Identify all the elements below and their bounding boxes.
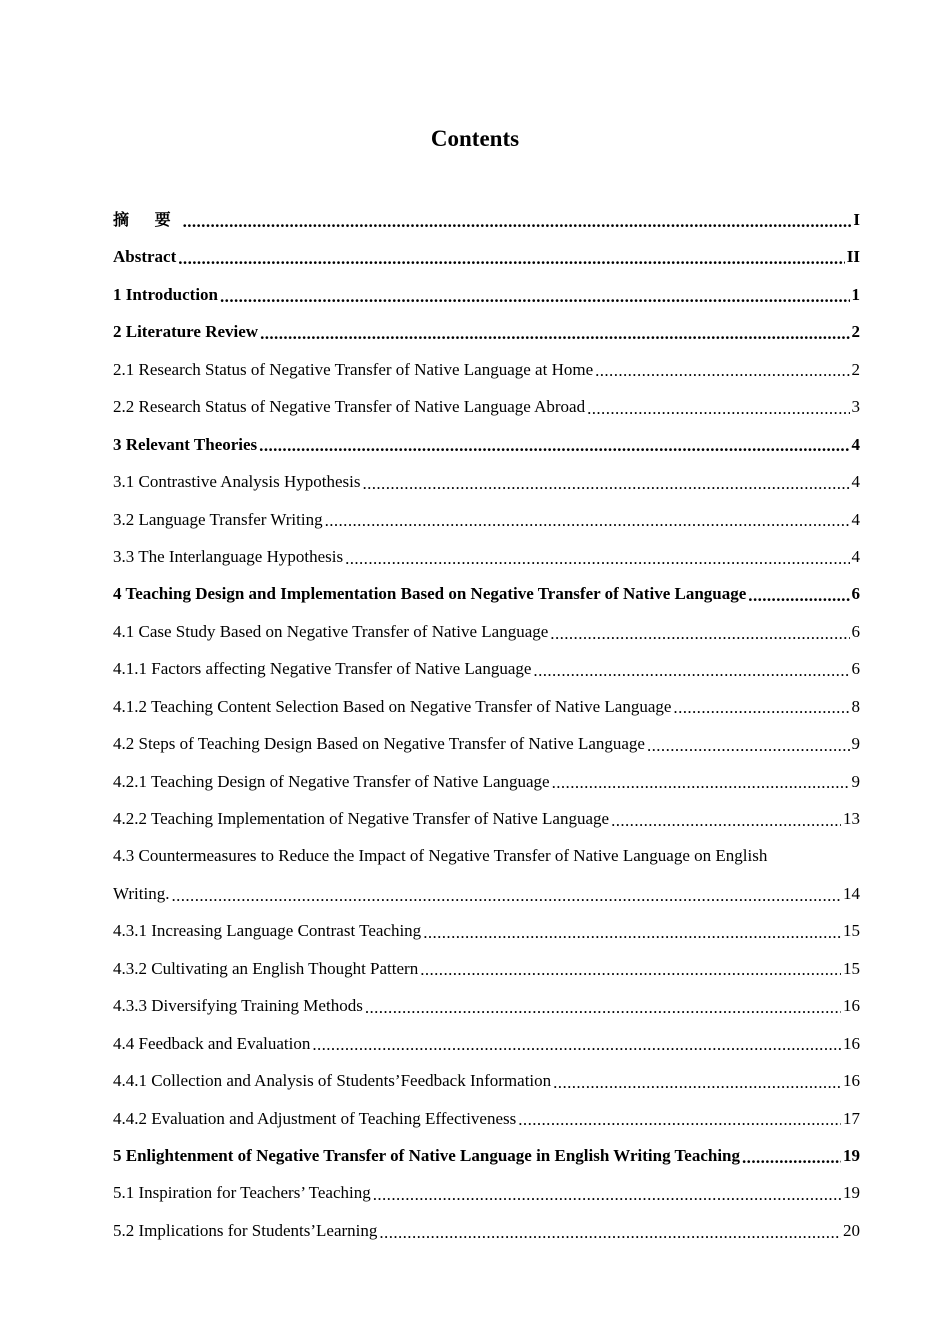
toc-entry-page-number: 4	[851, 546, 860, 566]
toc-entry-page-number: 6	[851, 621, 860, 641]
dot-leader	[365, 996, 841, 1016]
dot-leader	[742, 1146, 841, 1166]
toc-entry[interactable]	[113, 725, 860, 762]
dot-leader	[312, 1033, 841, 1053]
toc-entry-page-number: 4	[851, 509, 860, 529]
dot-leader	[611, 809, 841, 829]
dot-leader	[550, 622, 849, 642]
toc-entry-title: 2 Literature Review	[113, 322, 259, 342]
dot-leader	[260, 322, 849, 342]
toc-entry-title: 4.4.2 Evaluation and Adjustment of Teaching Effectiveness	[113, 1108, 517, 1128]
dot-leader	[647, 734, 850, 754]
dot-leader	[420, 958, 841, 978]
toc-entry-page-number: 20	[843, 1220, 860, 1240]
dot-leader	[183, 210, 852, 230]
toc-entry[interactable]	[113, 912, 860, 949]
dot-leader	[673, 696, 849, 716]
toc-entry[interactable]	[113, 950, 860, 987]
toc-entry-title: 5 Enlightenment of Negative Transfer of Native Language in English Writing Teaching	[113, 1145, 741, 1165]
toc-entry-title: 4.1.1 Factors affecting Negative Transfer of Native Language	[113, 659, 532, 679]
dot-leader	[345, 547, 849, 567]
toc-entry-title: 1 Introduction	[113, 284, 219, 304]
toc-entry-title: 4.2.2 Teaching Implementation of Negative Transfer of Native Language	[113, 809, 610, 828]
toc-entry-page-number: 8	[851, 696, 860, 716]
toc-entry[interactable]	[113, 313, 860, 350]
dot-leader	[553, 1071, 841, 1091]
dot-leader	[518, 1108, 841, 1128]
toc-entry-title: Writing.	[113, 883, 170, 903]
toc-entry-title: 5.2 Implications for Students’Learning	[113, 1220, 378, 1240]
toc-entry-title: 4.1.2 Teaching Content Selection Based on Negative Transfer of Native Language	[113, 696, 672, 716]
dot-leader	[423, 921, 841, 941]
toc-entry[interactable]	[113, 1137, 860, 1174]
toc-entry-page-number: 14	[843, 883, 860, 903]
toc-entry-title: 3.2 Language Transfer Writing	[113, 509, 323, 529]
dot-leader	[178, 247, 845, 267]
toc-entry-page-number: 9	[851, 734, 860, 754]
toc-entry-page-number: 3	[851, 397, 860, 417]
toc-entry-title: 4.3.2 Cultivating an English Thought Pattern	[113, 958, 419, 978]
toc-entry-title: 4.1 Case Study Based on Negative Transfer of Native Language	[113, 621, 549, 641]
dot-leader	[748, 584, 849, 604]
page-title: Contents	[430, 126, 520, 151]
toc-entry-title: Abstract	[113, 247, 177, 267]
toc-entry-title: 4.4.1 Collection and Analysis of Students’Feedback Information	[113, 1071, 552, 1091]
toc-entry-page-number: 4	[851, 472, 860, 492]
toc-entry-title: 4.3.3 Diversifying Training Methods	[113, 996, 363, 1016]
dot-leader	[595, 359, 849, 379]
toc-entry-page-number: 1	[851, 284, 860, 304]
toc-entry-page-number: 15	[843, 921, 860, 941]
toc-entry[interactable]	[113, 276, 860, 313]
toc-entry[interactable]	[113, 351, 860, 388]
toc-entry[interactable]	[113, 688, 860, 725]
dot-leader	[171, 884, 841, 904]
toc-entry-page-number: 19	[843, 1145, 860, 1165]
toc-entry-page-number: 16	[843, 996, 860, 1016]
table-of-contents	[113, 201, 860, 1249]
toc-entry[interactable]	[113, 987, 860, 1024]
dot-leader	[362, 472, 849, 492]
toc-entry-title: 3.1 Contrastive Analysis Hypothesis	[113, 472, 361, 492]
toc-entry-title: 3.3 The Interlanguage Hypothesis	[113, 546, 344, 566]
toc-entry-title: 5.1 Inspiration for Teachers’ Teaching	[113, 1183, 371, 1203]
toc-entry[interactable]	[113, 238, 860, 275]
toc-entry[interactable]	[113, 650, 860, 687]
toc-entry[interactable]	[113, 763, 860, 800]
toc-entry[interactable]	[113, 800, 860, 837]
toc-entry-title: 2.1 Research Status of Negative Transfer of Native Language at Home	[113, 359, 594, 379]
dot-leader	[552, 771, 850, 791]
toc-entry[interactable]	[113, 426, 860, 463]
toc-entry-title: 4 Teaching Design and Implementation Based on Negative Transfer of Native Language	[113, 584, 747, 604]
toc-entry-page-number: I	[853, 210, 860, 229]
toc-entry-page-number: 19	[843, 1183, 860, 1203]
toc-entry-page-number: 6	[851, 584, 860, 604]
toc-entry[interactable]	[113, 463, 860, 500]
toc-entry[interactable]	[113, 388, 860, 425]
toc-entry[interactable]	[113, 613, 860, 650]
toc-entry-page-number: 4	[851, 434, 860, 454]
dot-leader	[587, 397, 849, 417]
dot-leader	[259, 434, 849, 454]
toc-entry-page-number: 2	[851, 359, 860, 379]
toc-entry-page-number: 2	[851, 322, 860, 342]
toc-entry-page-number: 9	[851, 771, 860, 791]
toc-entry-page-number: 6	[851, 659, 860, 679]
toc-entry-page-number: 16	[843, 1071, 860, 1091]
toc-entry[interactable]	[113, 1062, 860, 1099]
toc-entry-title: 4.3 Countermeasures to Reduce the Impact of Negative Transfer of Native Language on English	[113, 846, 768, 866]
toc-entry[interactable]	[113, 201, 860, 238]
toc-entry[interactable]	[113, 875, 860, 912]
toc-entry[interactable]	[113, 1100, 860, 1137]
dot-leader	[220, 285, 849, 305]
toc-entry-title: 4.2.1 Teaching Design of Negative Transfer of Native Language	[113, 771, 550, 791]
toc-entry[interactable]	[113, 1174, 860, 1211]
toc-entry-title: 2.2 Research Status of Negative Transfer of Native Language Abroad	[113, 397, 586, 417]
toc-entry[interactable]	[113, 575, 860, 612]
toc-entry[interactable]	[113, 1025, 860, 1062]
dot-leader	[379, 1221, 841, 1241]
toc-entry-page-number: 17	[843, 1108, 860, 1128]
toc-entry-title: 4.4 Feedback and Evaluation	[113, 1033, 311, 1053]
dot-leader	[533, 659, 849, 679]
toc-entry-title: 3 Relevant Theories	[113, 434, 258, 454]
toc-entry-page-number: 13	[843, 809, 860, 828]
toc-entry[interactable]	[113, 538, 860, 575]
toc-entry-page-number: 15	[843, 958, 860, 978]
toc-entry[interactable]	[113, 501, 860, 538]
dot-leader	[373, 1183, 841, 1203]
toc-entry-title: 摘 要	[113, 210, 181, 229]
dot-leader	[325, 509, 850, 529]
toc-entry[interactable]	[113, 837, 860, 874]
toc-entry-page-number: II	[846, 247, 860, 267]
toc-entry-title: 4.3.1 Increasing Language Contrast Teaching	[113, 921, 422, 941]
toc-entry-page-number: 16	[843, 1033, 860, 1053]
toc-entry[interactable]	[113, 1212, 860, 1249]
toc-entry-title: 4.2 Steps of Teaching Design Based on Negative Transfer of Native Language	[113, 734, 645, 754]
